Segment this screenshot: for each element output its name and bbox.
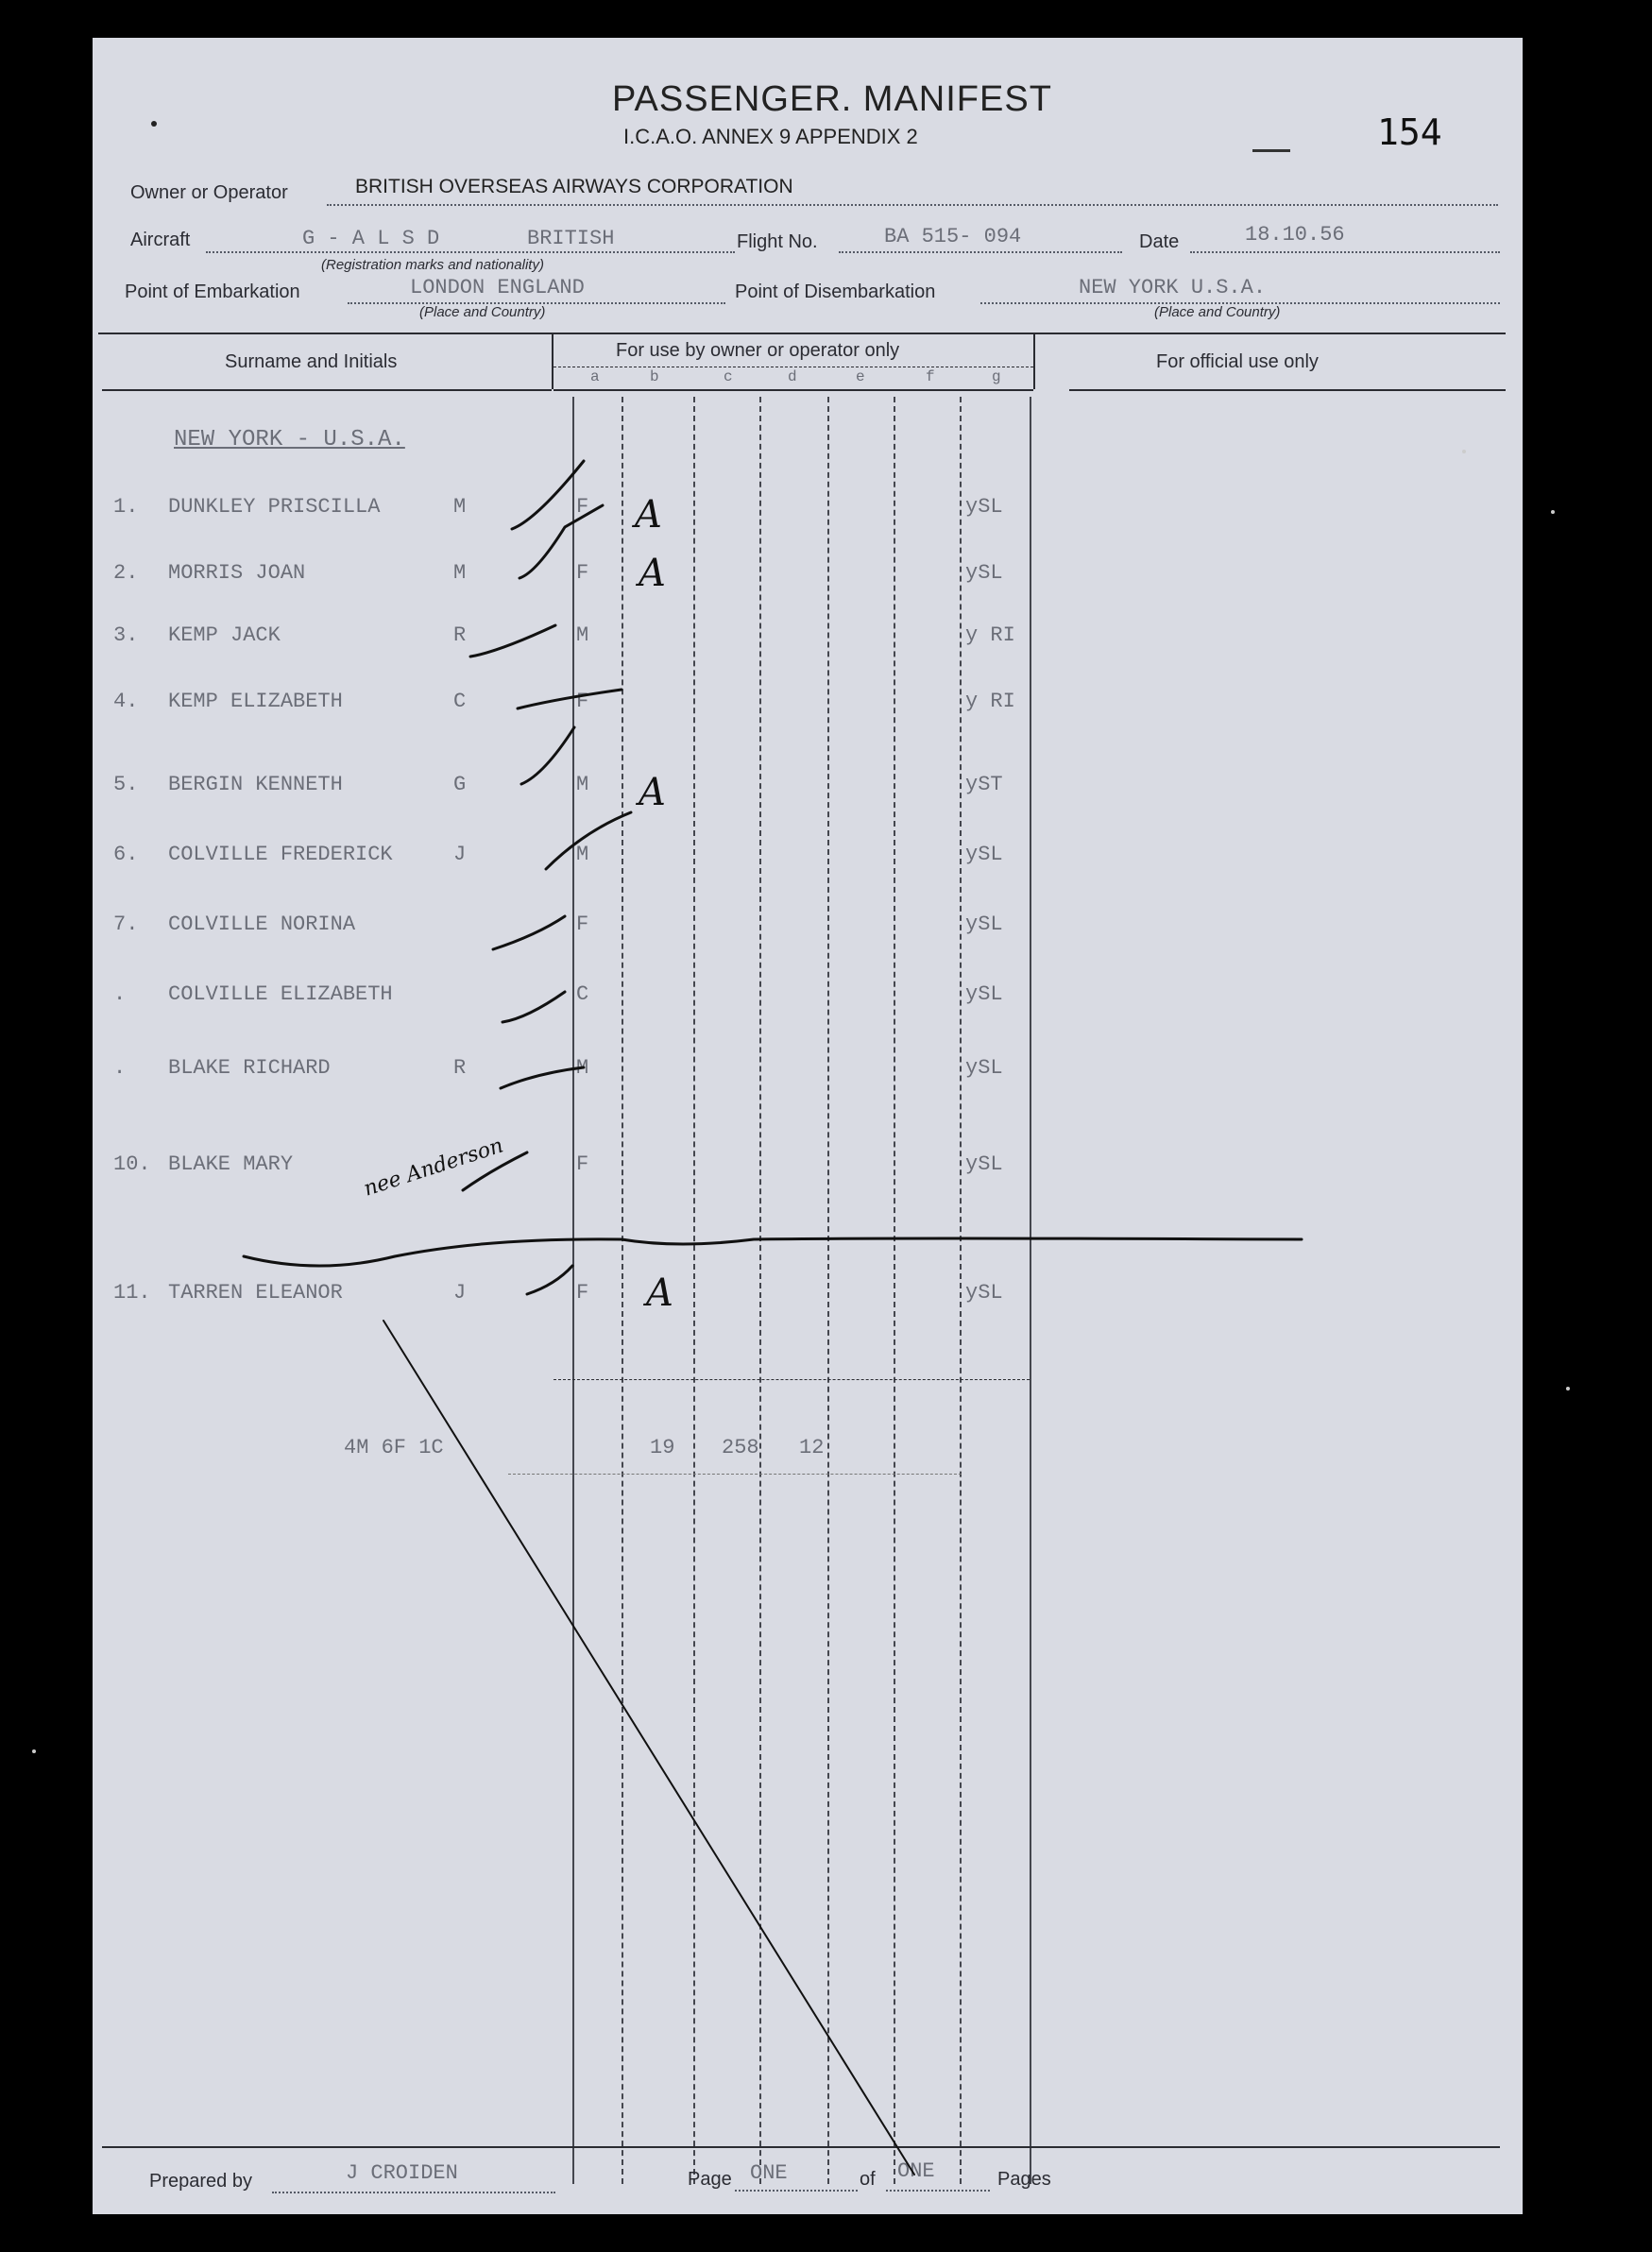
- official-use-header: For official use only: [1156, 351, 1319, 372]
- passenger-code: ySL: [965, 495, 1003, 519]
- passenger-code: y RI: [965, 690, 1015, 713]
- totals-c: 258: [722, 1436, 759, 1459]
- separator-line: [244, 1238, 1302, 1266]
- row-number: 1.: [113, 495, 139, 519]
- passenger-name: MORRIS JOAN: [168, 561, 306, 585]
- registration-caption: (Registration marks and nationality): [321, 257, 544, 273]
- passenger-initial: J: [453, 843, 467, 866]
- row-number: 4.: [113, 690, 139, 713]
- pages-label: Pages: [997, 2169, 1051, 2190]
- subcol-letter: c: [724, 368, 733, 385]
- passenger-initial: R: [453, 1056, 467, 1080]
- passenger-sex: F: [576, 1281, 589, 1305]
- date-label: Date: [1139, 231, 1180, 252]
- row-number: 6.: [113, 843, 139, 866]
- disembarkation-label: Point of Disembarkation: [735, 282, 936, 302]
- speck: [32, 1749, 36, 1753]
- speck: [1566, 1387, 1570, 1390]
- tick-mark: [527, 1266, 572, 1294]
- of-value: ONE: [897, 2159, 935, 2183]
- passenger-sex: M: [576, 1056, 589, 1080]
- surname-header: Surname and Initials: [225, 351, 398, 372]
- passenger-name: BERGIN KENNETH: [168, 773, 343, 796]
- tick-mark: [501, 1067, 584, 1088]
- of-label: of: [860, 2169, 876, 2190]
- subcol-letter: f: [926, 368, 935, 385]
- handwritten-mark: A: [646, 1271, 673, 1315]
- tick-mark: [493, 916, 565, 949]
- row-number: .: [113, 1056, 127, 1080]
- passenger-code: ySL: [965, 1281, 1003, 1305]
- tick-mark: [512, 461, 584, 529]
- passenger-code: ySL: [965, 982, 1003, 1006]
- row-number: 11.: [113, 1281, 151, 1305]
- embarkation-label: Point of Embarkation: [125, 282, 300, 302]
- totals-d: 12: [799, 1436, 825, 1459]
- disembarkation-caption: (Place and Country): [1154, 304, 1281, 320]
- passenger-name: DUNKLEY PRISCILLA: [168, 495, 381, 519]
- passenger-sex: M: [576, 843, 589, 866]
- totals-b: 19: [650, 1436, 675, 1459]
- row-number: 10.: [113, 1152, 151, 1176]
- passenger-sex: M: [576, 623, 589, 647]
- passenger-name: BLAKE MARY: [168, 1152, 294, 1176]
- passenger-code: ySL: [965, 1056, 1003, 1080]
- prepared-label: Prepared by: [149, 2171, 252, 2192]
- flight-label: Flight No.: [737, 231, 818, 252]
- passenger-initial: M: [453, 495, 467, 519]
- subcol-letter: d: [788, 368, 797, 385]
- passenger-sex: F: [576, 495, 589, 519]
- section-heading: NEW YORK - U.S.A.: [174, 427, 405, 452]
- handwritten-note: nee Anderson: [361, 1134, 506, 1202]
- row-number: 2.: [113, 561, 139, 585]
- handwriting-overlay: [93, 38, 1523, 2214]
- passenger-name: COLVILLE FREDERICK: [168, 843, 393, 866]
- tick-mark: [518, 690, 622, 708]
- operator-value: BRITISH OVERSEAS AIRWAYS CORPORATION: [355, 176, 793, 197]
- passenger-sex: F: [576, 561, 589, 585]
- operator-use-header: For use by owner or operator only: [616, 340, 900, 361]
- passenger-initial: G: [453, 773, 467, 796]
- cancel-line: [383, 1321, 914, 2175]
- tick-mark: [470, 625, 555, 657]
- embarkation-caption: (Place and Country): [419, 304, 546, 320]
- passenger-sex: C: [576, 982, 589, 1006]
- aircraft-label: Aircraft: [130, 230, 191, 250]
- handwritten-mark: A: [635, 493, 662, 537]
- disembarkation-value: NEW YORK U.S.A.: [1079, 276, 1267, 299]
- passenger-sex: F: [576, 1152, 589, 1176]
- passenger-name: BLAKE RICHARD: [168, 1056, 331, 1080]
- aircraft-nationality: BRITISH: [527, 227, 615, 250]
- page-number: 154: [1377, 111, 1442, 153]
- subcol-letter: e: [856, 368, 865, 385]
- passenger-name: KEMP JACK: [168, 623, 281, 647]
- row-number: 7.: [113, 913, 139, 936]
- subcol-letter: a: [590, 368, 600, 385]
- document-title: PASSENGER. MANIFEST: [612, 79, 1052, 119]
- passenger-initial: R: [453, 623, 467, 647]
- subcol-letter: b: [650, 368, 659, 385]
- passenger-initial: J: [453, 1281, 467, 1305]
- speck: [1551, 510, 1555, 514]
- tick-mark: [502, 992, 565, 1022]
- passenger-sex: F: [576, 913, 589, 936]
- totals-passengers: 4M 6F 1C: [344, 1436, 444, 1459]
- subcol-letter: g: [992, 368, 1001, 385]
- passenger-name: TARREN ELEANOR: [168, 1281, 343, 1305]
- prepared-value: J CROIDEN: [346, 2161, 458, 2185]
- passenger-code: ySL: [965, 913, 1003, 936]
- speck: [1462, 450, 1466, 453]
- passenger-initial: C: [453, 690, 467, 713]
- passenger-name: COLVILLE ELIZABETH: [168, 982, 393, 1006]
- passenger-sex: F: [576, 690, 589, 713]
- page-label: Page: [688, 2169, 732, 2190]
- flight-number: BA 515- 094: [884, 225, 1022, 248]
- row-number: 3.: [113, 623, 139, 647]
- date-value: 18.10.56: [1245, 223, 1345, 247]
- passenger-code: yST: [965, 773, 1003, 796]
- passenger-sex: M: [576, 773, 589, 796]
- embarkation-value: LONDON ENGLAND: [410, 276, 585, 299]
- passenger-name: KEMP ELIZABETH: [168, 690, 343, 713]
- handwritten-mark: A: [639, 552, 666, 595]
- speck: [151, 121, 157, 127]
- operator-label: Owner or Operator: [130, 182, 288, 203]
- row-number: .: [113, 982, 127, 1006]
- manifest-sheet: [93, 38, 1523, 2214]
- row-number: 5.: [113, 773, 139, 796]
- handwritten-mark: A: [639, 771, 666, 814]
- passenger-code: ySL: [965, 843, 1003, 866]
- aircraft-registration: G - A L S D: [302, 227, 440, 250]
- page-value: ONE: [750, 2161, 788, 2185]
- passenger-code: y RI: [965, 623, 1015, 647]
- passenger-code: ySL: [965, 561, 1003, 585]
- tick-mark: [546, 812, 631, 869]
- passenger-initial: M: [453, 561, 467, 585]
- passenger-code: ySL: [965, 1152, 1003, 1176]
- tick-mark: [521, 727, 574, 784]
- passenger-name: COLVILLE NORINA: [168, 913, 356, 936]
- document-subtitle: I.C.A.O. ANNEX 9 APPENDIX 2: [623, 125, 918, 148]
